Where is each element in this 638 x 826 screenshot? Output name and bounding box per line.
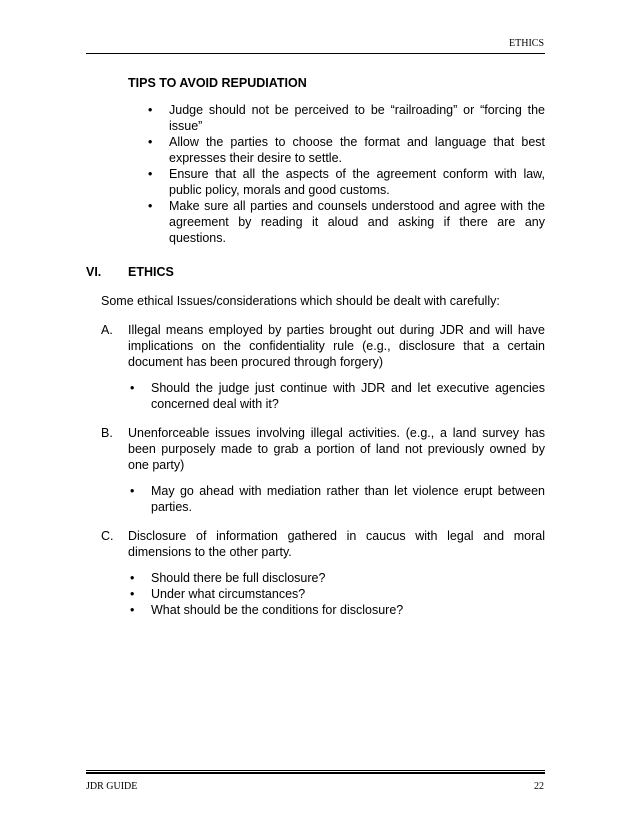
footer-title: JDR GUIDE [86,781,138,792]
list-item: • Should there be full disclosure? [130,570,545,586]
item-a [101,322,545,370]
item-text: Disclosure of information gathered in caucus with legal and moral dimensions to the other party. [128,529,545,559]
item-c-bullets [130,570,545,618]
item-b [101,425,545,473]
item-text: Illegal means employed by parties brought out during JDR and will have implications on the confidentiality rule (e.g., disclosure that a certain document has been procured through forgery) [128,323,545,369]
item-letter: A. [101,323,113,337]
section-number: VI. [86,265,102,279]
item-text: Unenforceable issues involving illegal activities. (e.g., a land survey has been purposely made to grab a portion of land not previously owned by one party) [128,426,545,472]
item-b-bullets [130,483,545,515]
header-rule [86,53,545,54]
tips-heading: TIPS TO AVOID REPUDIATION [128,76,307,90]
tips-list [148,102,545,246]
footer-rule [86,770,545,771]
list-item: • May go ahead with mediation rather than let violence erupt between parties. [130,483,545,515]
list-item: • Should the judge just continue with JDR and let executive agencies concerned deal with it? [130,380,545,412]
list-item: • What should be the conditions for disclosure? [130,602,545,618]
list-item: • Make sure all parties and counsels understood and agree with the agreement by reading it aloud and asking if there are any questions. [148,198,545,246]
list-item: • Allow the parties to choose the format and language that best expresses their desire to settle. [148,134,545,166]
section-intro: Some ethical Issues/considerations which should be dealt with carefully: [101,294,500,308]
list-item: • Ensure that all the aspects of the agreement conform with law, public policy, morals and good customs. [148,166,545,198]
running-header: ETHICS [509,38,544,49]
list-item: • Under what circumstances? [130,586,545,602]
list-item: • Judge should not be perceived to be “railroading” or “forcing the issue” [148,102,545,134]
footer-rule-thick [86,772,545,774]
item-a-bullets [130,380,545,412]
item-letter: C. [101,529,114,543]
section-title: ETHICS [128,265,174,279]
page-number: 22 [534,781,544,792]
item-letter: B. [101,426,113,440]
item-c [101,528,545,560]
